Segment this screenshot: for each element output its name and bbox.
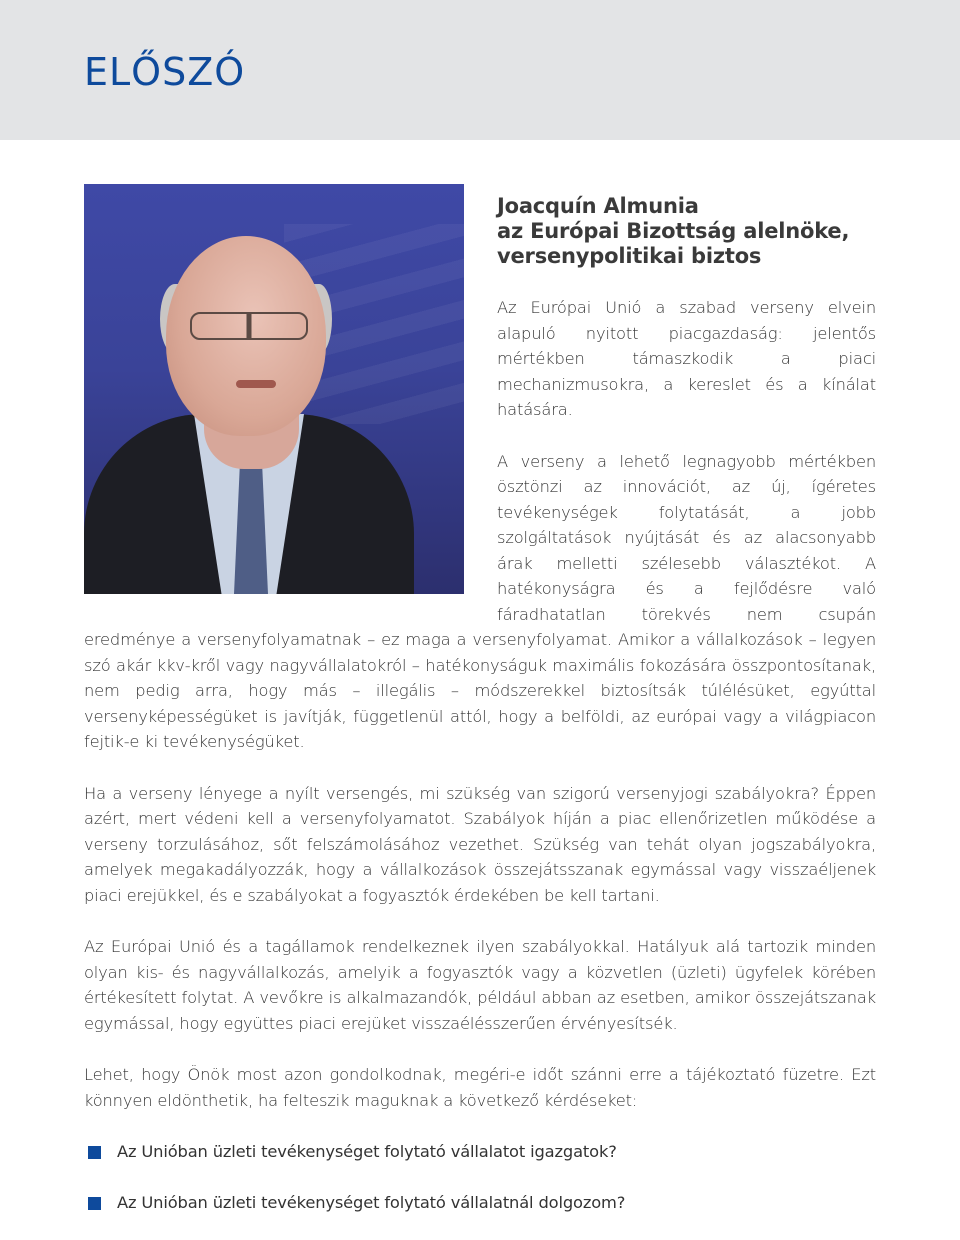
paragraph-2: A verseny a lehető legnagyobb mértékben ösztönzi az innovációt, az új, ígéretes tevékenységek folytatását, a jobb szolgáltatások nyújtását és az alacsonyabb árak melletti szélesebb választékot. A hatékonyságra és a fejlődésre való fáradhatatlan törekvés nem csupán eredménye a versenyfolyamatnak – ez maga a versenyfolyamat. Amikor a vállalkozások – legyen szó akár kkv-kről vagy nagyvállalatokról – hatékonyságuk maximális fokozására összpontosítanak, nem pedig arra, hogy más – illegális – módszerekkel biztosítsák túlélésüket, egyúttal versenyképességüket is javítják, függetlenül attól, hogy a belföldi, az európai vagy a világpiacon fejtik-e ki tevékenységüket. xyxy=(84,451,876,751)
list-item xyxy=(84,1139,876,1165)
paragraph-5: Lehet, hogy Önök most azon gondolkodnak, megéri-e időt szánni erre a tájékoztató füzetre. Ezt könnyen eldönthetik, ha felteszik maguknak a következő kérdéseket: xyxy=(84,1065,876,1110)
page-title: ELŐSZÓ xyxy=(84,50,246,94)
list-item xyxy=(84,1190,876,1216)
question-text: Az Unióban üzleti tevékenységet folytató vállalatot igazgatok? xyxy=(117,1142,617,1161)
paragraph-1: Az Európai Unió a szabad verseny elvein alapuló nyitott piacgazdaság: jelentős mértékben támaszkodik a piaci mechanizmusokra, a kereslet és a kínálat hatására. xyxy=(497,298,876,419)
author-name: Joacquín Almunia xyxy=(497,194,699,218)
author-role: az Európai Bizottság alelnöke, xyxy=(497,219,850,243)
square-bullet-icon xyxy=(88,1197,101,1210)
question-text: Az Unióban üzleti tevékenységet folytató vállalatnál dolgozom? xyxy=(117,1192,626,1212)
question-list xyxy=(84,1139,876,1215)
square-bullet-icon xyxy=(88,1146,101,1159)
paragraph-3: Ha a verseny lényege a nyílt versengés, mi szükség van szigorú versenyjogi szabályokra? Éppen azért, mert védeni kell a versenyfolyamatot. Szabályok híján a piac ellenőrizetlen működése a verseny torzulásához, sőt felszámolásához vezethet. Szükség van tehát olyan jogszabályokra, amelyek megakadályozzák, hogy a vállalkozások összejátsszanak egymással vagy visszaéljenek piaci erejükkel, és e szabályokat a fogyasztók érdekében be kell tartani. xyxy=(84,783,876,905)
portrait-photo xyxy=(84,184,464,594)
author-role-2: versenypolitikai biztos xyxy=(497,244,762,268)
header-band xyxy=(0,0,960,140)
paragraph-4: Az Európai Unió és a tagállamok rendelkeznek ilyen szabályokkal. Hatályuk alá tartozik minden olyan kis- és nagyvállalkozás, amelyik a fogyasztók vagy a közvetlen (üzleti) ügyfelek körében értékesített folytat. A vevőkre is alkalmazandók, például abban az esetben, amikor összejátszanak egymással, hogy együttes piaci erejüket visszaélésszerűen érvényesítsék. xyxy=(84,937,876,1033)
article-body xyxy=(84,184,876,1240)
